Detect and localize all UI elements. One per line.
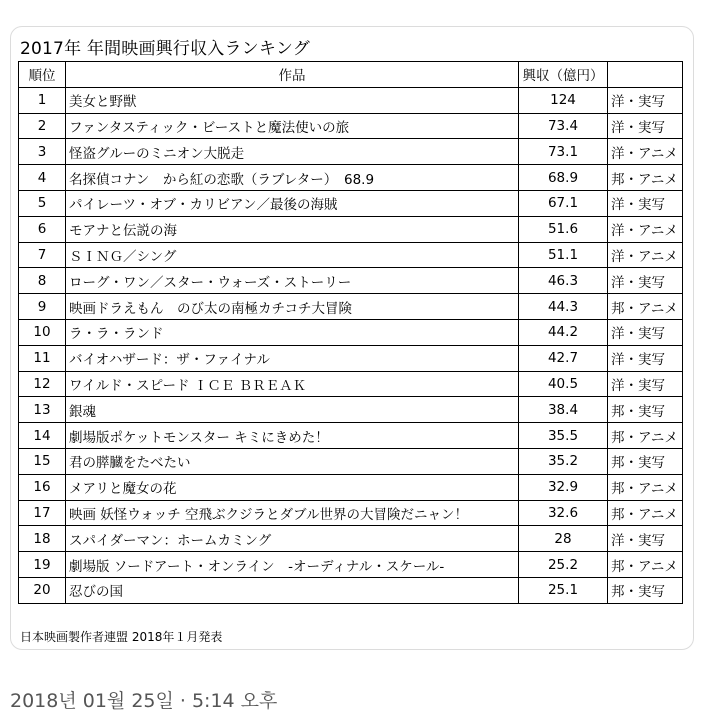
type-cell: 洋・実写	[608, 113, 683, 139]
revenue-cell: 73.4	[519, 113, 608, 139]
tweet-timestamp[interactable]: 2018년 01월 25일 · 5:14 오후	[10, 690, 278, 712]
revenue-cell: 40.5	[519, 371, 608, 397]
type-cell: 洋・実写	[608, 371, 683, 397]
type-cell: 邦・アニメ	[608, 165, 683, 191]
work-cell: 君の膵臓をたべたい	[66, 448, 519, 474]
rank-cell: 13	[19, 397, 66, 423]
table-row	[19, 500, 683, 526]
rank-cell: 16	[19, 474, 66, 500]
revenue-cell: 124	[519, 87, 608, 113]
table-row	[19, 242, 683, 268]
revenue-cell: 38.4	[519, 397, 608, 423]
table-row	[19, 165, 683, 191]
rank-cell: 20	[19, 577, 66, 603]
revenue-cell: 68.9	[519, 165, 608, 191]
work-cell: ファンタスティック・ビーストと魔法使いの旅	[66, 113, 519, 139]
rank-cell: 3	[19, 139, 66, 165]
rank-cell: 2	[19, 113, 66, 139]
work-cell: ローグ・ワン／スター・ウォーズ・ストーリー	[66, 268, 519, 294]
type-cell: 洋・実写	[608, 190, 683, 216]
rank-cell: 15	[19, 448, 66, 474]
rank-cell: 18	[19, 526, 66, 552]
revenue-cell: 51.6	[519, 216, 608, 242]
table-row	[19, 216, 683, 242]
work-cell: 劇場版 ソードアート・オンライン -オーディナル・スケール-	[66, 552, 519, 578]
work-cell: スパイダーマン：ホームカミング	[66, 526, 519, 552]
revenue-cell: 25.1	[519, 577, 608, 603]
header-type	[608, 62, 683, 88]
table-row	[19, 268, 683, 294]
revenue-cell: 35.5	[519, 423, 608, 449]
table-row	[19, 371, 683, 397]
rank-cell: 8	[19, 268, 66, 294]
work-cell: パイレーツ・オブ・カリビアン／最後の海賊	[66, 190, 519, 216]
rank-cell: 7	[19, 242, 66, 268]
revenue-cell: 44.2	[519, 319, 608, 345]
work-cell: ラ・ラ・ランド	[66, 319, 519, 345]
work-cell: 名探偵コナン から紅の恋歌（ラブレター） 68.9	[66, 165, 519, 191]
work-cell: メアリと魔女の花	[66, 474, 519, 500]
table-row	[19, 474, 683, 500]
revenue-cell: 73.1	[519, 139, 608, 165]
type-cell: 洋・実写	[608, 268, 683, 294]
table-row	[19, 190, 683, 216]
revenue-cell: 35.2	[519, 448, 608, 474]
work-cell: 忍びの国	[66, 577, 519, 603]
revenue-cell: 32.6	[519, 500, 608, 526]
rank-cell: 9	[19, 294, 66, 320]
work-cell: 映画ドラえもん のび太の南極カチコチ大冒険	[66, 294, 519, 320]
table-row	[19, 139, 683, 165]
work-cell: 映画 妖怪ウォッチ 空飛ぶクジラとダブル世界の大冒険だニャン！	[66, 500, 519, 526]
type-cell: 洋・アニメ	[608, 242, 683, 268]
header-revenue: 興収（億円）	[519, 62, 608, 88]
type-cell: 洋・実写	[608, 319, 683, 345]
work-cell: 美女と野獣	[66, 87, 519, 113]
type-cell: 邦・実写	[608, 397, 683, 423]
rank-cell: 11	[19, 345, 66, 371]
rank-cell: 6	[19, 216, 66, 242]
source-note: 日本映画製作者連盟 2018年１月発表	[20, 630, 223, 644]
work-cell: 劇場版ポケットモンスター キミにきめた！	[66, 423, 519, 449]
rank-cell: 4	[19, 165, 66, 191]
table-row	[19, 448, 683, 474]
rank-cell: 1	[19, 87, 66, 113]
type-cell: 洋・アニメ	[608, 139, 683, 165]
type-cell: 邦・実写	[608, 448, 683, 474]
ranking-table	[18, 61, 683, 604]
type-cell: 洋・実写	[608, 87, 683, 113]
type-cell: 洋・実写	[608, 526, 683, 552]
table-row	[19, 423, 683, 449]
table-row	[19, 113, 683, 139]
rank-cell: 19	[19, 552, 66, 578]
table-row	[19, 526, 683, 552]
header-work: 作品	[66, 62, 519, 88]
work-cell: バイオハザード：ザ・ファイナル	[66, 345, 519, 371]
table-row	[19, 87, 683, 113]
type-cell: 邦・アニメ	[608, 552, 683, 578]
rank-cell: 12	[19, 371, 66, 397]
type-cell: 洋・アニメ	[608, 216, 683, 242]
type-cell: 邦・アニメ	[608, 474, 683, 500]
revenue-cell: 25.2	[519, 552, 608, 578]
revenue-cell: 51.1	[519, 242, 608, 268]
table-header-row	[19, 62, 683, 88]
table-row	[19, 345, 683, 371]
rank-cell: 14	[19, 423, 66, 449]
revenue-cell: 28	[519, 526, 608, 552]
type-cell: 邦・アニメ	[608, 294, 683, 320]
revenue-cell: 67.1	[519, 190, 608, 216]
rank-cell: 17	[19, 500, 66, 526]
revenue-cell: 44.3	[519, 294, 608, 320]
work-cell: 怪盗グルーのミニオン大脱走	[66, 139, 519, 165]
table-row	[19, 577, 683, 603]
revenue-cell: 46.3	[519, 268, 608, 294]
work-cell: 銀魂	[66, 397, 519, 423]
work-cell: ＳＩＮＧ／シング	[66, 242, 519, 268]
table-row	[19, 552, 683, 578]
revenue-cell: 42.7	[519, 345, 608, 371]
type-cell: 洋・実写	[608, 345, 683, 371]
table-row	[19, 319, 683, 345]
ranking-title: 2017年 年間映画興行収入ランキング	[20, 39, 310, 59]
revenue-cell: 32.9	[519, 474, 608, 500]
type-cell: 邦・アニメ	[608, 423, 683, 449]
work-cell: モアナと伝説の海	[66, 216, 519, 242]
rank-cell: 5	[19, 190, 66, 216]
type-cell: 邦・実写	[608, 577, 683, 603]
work-cell: ワイルド・スピード ＩＣＥ ＢＲＥＡＫ	[66, 371, 519, 397]
rank-cell: 10	[19, 319, 66, 345]
header-rank: 順位	[19, 62, 66, 88]
table-row	[19, 294, 683, 320]
type-cell: 邦・アニメ	[608, 500, 683, 526]
table-row	[19, 397, 683, 423]
